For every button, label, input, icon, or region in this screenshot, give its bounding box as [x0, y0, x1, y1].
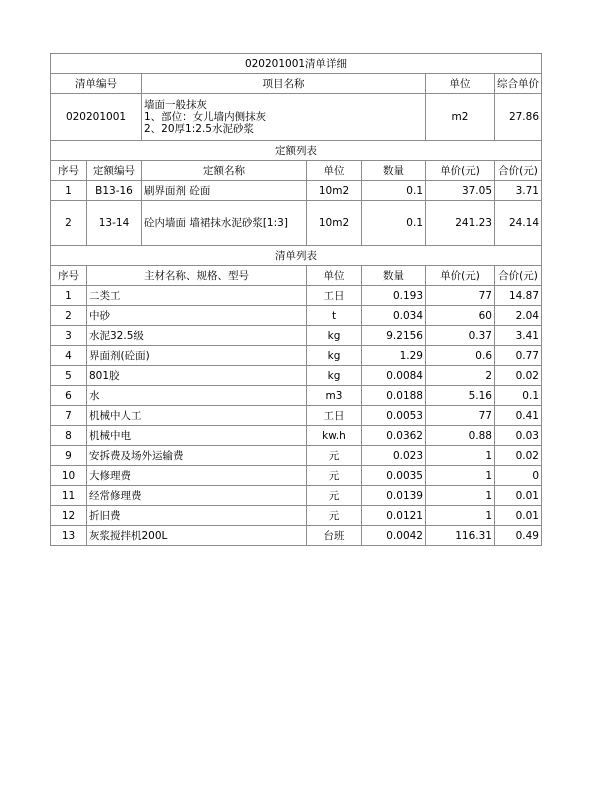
material-row — [51, 526, 542, 546]
material-total: 3.41 — [495, 326, 542, 346]
unit-header: 单位 — [426, 74, 495, 94]
material-total: 0.77 — [495, 346, 542, 366]
material-unit: kg — [307, 326, 362, 346]
quota-col-total: 合价(元) — [495, 161, 542, 181]
material-name: 水泥32.5级 — [87, 326, 307, 346]
quota-section-title-row — [51, 141, 542, 161]
quota-col-code: 定额编号 — [87, 161, 142, 181]
material-qty: 1.29 — [362, 346, 426, 366]
material-no: 1 — [51, 286, 87, 306]
material-price: 5.16 — [426, 386, 495, 406]
quota-name: 砼内墙面 墙裙抹水泥砂浆[1:3] — [142, 201, 307, 246]
material-row — [51, 406, 542, 426]
material-row — [51, 346, 542, 366]
material-unit: 元 — [307, 466, 362, 486]
quota-row — [51, 201, 542, 246]
material-row — [51, 386, 542, 406]
material-row — [51, 486, 542, 506]
code-header: 清单编号 — [51, 74, 142, 94]
material-row — [51, 446, 542, 466]
material-no: 4 — [51, 346, 87, 366]
quota-section-title: 定额列表 — [51, 141, 542, 161]
material-total: 0.01 — [495, 486, 542, 506]
material-no: 2 — [51, 306, 87, 326]
material-price: 1 — [426, 466, 495, 486]
material-total: 0.01 — [495, 506, 542, 526]
material-price: 1 — [426, 446, 495, 466]
material-qty: 0.0188 — [362, 386, 426, 406]
material-col-total: 合价(元) — [495, 266, 542, 286]
material-price: 0.37 — [426, 326, 495, 346]
material-header-row — [51, 266, 542, 286]
material-unit: kg — [307, 346, 362, 366]
material-unit: 工日 — [307, 286, 362, 306]
material-qty: 0.0362 — [362, 426, 426, 446]
quota-code: 13-14 — [87, 201, 142, 246]
material-unit: kw.h — [307, 426, 362, 446]
material-name: 二类工 — [87, 286, 307, 306]
quota-name: 刷界面剂 砼面 — [142, 181, 307, 201]
material-unit: 元 — [307, 446, 362, 466]
item-header-row — [51, 74, 542, 94]
material-section-title: 清单列表 — [51, 246, 542, 266]
material-unit: t — [307, 306, 362, 326]
material-qty: 0.034 — [362, 306, 426, 326]
item-code: 020201001 — [51, 94, 142, 141]
material-total: 0.02 — [495, 446, 542, 466]
quota-price: 241.23 — [426, 201, 495, 246]
material-row — [51, 506, 542, 526]
material-unit: 工日 — [307, 406, 362, 426]
material-col-price: 单价(元) — [426, 266, 495, 286]
material-name: 801胶 — [87, 366, 307, 386]
material-name: 大修理费 — [87, 466, 307, 486]
material-price: 0.6 — [426, 346, 495, 366]
material-name: 水 — [87, 386, 307, 406]
material-unit: kg — [307, 366, 362, 386]
material-qty: 0.0053 — [362, 406, 426, 426]
material-col-qty: 数量 — [362, 266, 426, 286]
material-unit: 元 — [307, 506, 362, 526]
name-header: 项目名称 — [142, 74, 426, 94]
material-price: 77 — [426, 406, 495, 426]
material-unit: 台班 — [307, 526, 362, 546]
material-col-unit: 单位 — [307, 266, 362, 286]
material-price: 2 — [426, 366, 495, 386]
material-name: 机械中人工 — [87, 406, 307, 426]
material-qty: 0.0084 — [362, 366, 426, 386]
material-qty: 9.2156 — [362, 326, 426, 346]
material-row — [51, 426, 542, 446]
material-no: 11 — [51, 486, 87, 506]
material-no: 3 — [51, 326, 87, 346]
material-row — [51, 306, 542, 326]
quota-unit: 10m2 — [307, 181, 362, 201]
item-name — [142, 94, 426, 141]
quota-price: 37.05 — [426, 181, 495, 201]
material-price: 1 — [426, 486, 495, 506]
material-total: 14.87 — [495, 286, 542, 306]
material-qty: 0.0035 — [362, 466, 426, 486]
quota-col-unit: 单位 — [307, 161, 362, 181]
material-no: 12 — [51, 506, 87, 526]
quota-col-qty: 数量 — [362, 161, 426, 181]
item-name-line: 2、20厚1:2.5水泥砂浆 — [144, 123, 254, 135]
quota-qty: 0.1 — [362, 201, 426, 246]
material-row — [51, 326, 542, 346]
item-unit: m2 — [426, 94, 495, 141]
item-name-line: 墙面一般抹灰 — [144, 99, 207, 111]
material-total: 0 — [495, 466, 542, 486]
material-price: 1 — [426, 506, 495, 526]
quota-header-row — [51, 161, 542, 181]
material-row — [51, 286, 542, 306]
price-header: 综合单价 — [495, 74, 542, 94]
material-section-title-row — [51, 246, 542, 266]
material-name: 经常修理费 — [87, 486, 307, 506]
material-col-name: 主材名称、规格、型号 — [87, 266, 307, 286]
table-body — [51, 54, 542, 546]
material-total: 0.41 — [495, 406, 542, 426]
material-name: 界面剂(砼面) — [87, 346, 307, 366]
material-name: 安拆费及场外运输费 — [87, 446, 307, 466]
material-no: 7 — [51, 406, 87, 426]
material-no: 6 — [51, 386, 87, 406]
quota-no: 2 — [51, 201, 87, 246]
material-name: 折旧费 — [87, 506, 307, 526]
quota-row — [51, 181, 542, 201]
material-row — [51, 466, 542, 486]
material-qty: 0.193 — [362, 286, 426, 306]
material-total: 2.04 — [495, 306, 542, 326]
material-qty: 0.023 — [362, 446, 426, 466]
item-row — [51, 94, 542, 141]
material-col-no: 序号 — [51, 266, 87, 286]
title-row — [51, 54, 542, 74]
material-unit: m3 — [307, 386, 362, 406]
material-price: 0.88 — [426, 426, 495, 446]
quota-col-name: 定额名称 — [142, 161, 307, 181]
quota-qty: 0.1 — [362, 181, 426, 201]
quota-col-price: 单价(元) — [426, 161, 495, 181]
material-name: 中砂 — [87, 306, 307, 326]
material-price: 77 — [426, 286, 495, 306]
material-name: 机械中电 — [87, 426, 307, 446]
material-name: 灰浆搅拌机200L — [87, 526, 307, 546]
material-no: 10 — [51, 466, 87, 486]
material-total: 0.49 — [495, 526, 542, 546]
material-price: 60 — [426, 306, 495, 326]
material-qty: 0.0121 — [362, 506, 426, 526]
quota-col-no: 序号 — [51, 161, 87, 181]
material-total: 0.03 — [495, 426, 542, 446]
quota-total: 24.14 — [495, 201, 542, 246]
bill-detail-table — [50, 53, 542, 546]
material-no: 13 — [51, 526, 87, 546]
material-total: 0.02 — [495, 366, 542, 386]
material-price: 116.31 — [426, 526, 495, 546]
material-no: 5 — [51, 366, 87, 386]
material-qty: 0.0139 — [362, 486, 426, 506]
material-qty: 0.0042 — [362, 526, 426, 546]
item-name-line: 1、部位：女儿墙内侧抹灰 — [144, 111, 267, 123]
quota-unit: 10m2 — [307, 201, 362, 246]
item-price: 27.86 — [495, 94, 542, 141]
material-no: 9 — [51, 446, 87, 466]
material-unit: 元 — [307, 486, 362, 506]
quota-no: 1 — [51, 181, 87, 201]
material-no: 8 — [51, 426, 87, 446]
doc-title: 020201001清单详细 — [51, 54, 542, 74]
quota-code: B13-16 — [87, 181, 142, 201]
material-row — [51, 366, 542, 386]
quota-total: 3.71 — [495, 181, 542, 201]
material-total: 0.1 — [495, 386, 542, 406]
